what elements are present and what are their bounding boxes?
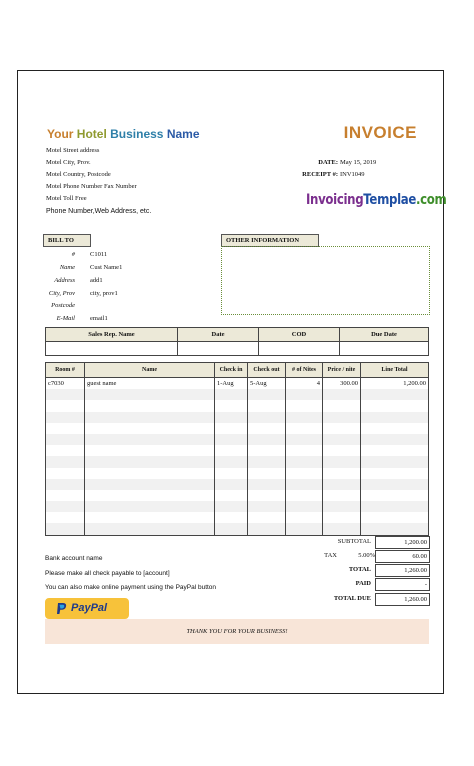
other-info-header: OTHER INFORMATION [221, 234, 319, 247]
cell-checkout[interactable]: 5-Aug [248, 378, 286, 390]
cell-checkout[interactable] [248, 468, 286, 479]
cell-total[interactable] [361, 456, 429, 467]
sales-rep-cell[interactable] [46, 342, 178, 356]
table-row [46, 423, 429, 434]
paid-value: - [375, 578, 430, 591]
cell-checkout[interactable] [248, 512, 286, 523]
cell-room[interactable] [46, 479, 85, 490]
table-row [46, 456, 429, 467]
cell-checkout[interactable] [248, 445, 286, 456]
total-value: 1,260.00 [375, 564, 430, 577]
cell-total[interactable] [361, 490, 429, 501]
cell-name[interactable] [85, 523, 215, 535]
date-header: Date [178, 328, 259, 342]
cell-total[interactable] [361, 523, 429, 535]
paid-label: PAID [355, 580, 371, 587]
cell-checkout[interactable] [248, 523, 286, 535]
cell-room[interactable] [46, 389, 85, 400]
cell-total[interactable]: 1,200.00 [361, 378, 429, 390]
cell-nites[interactable] [286, 512, 323, 523]
cell-checkout[interactable] [248, 400, 286, 411]
tax-label: TAX [324, 552, 337, 559]
cell-name[interactable] [85, 389, 215, 400]
date-value: May 15, 2019 [340, 159, 377, 166]
cell-checkout[interactable] [248, 423, 286, 434]
bill-to-label: Name [59, 264, 75, 271]
cell-room[interactable] [46, 512, 85, 523]
table-row [46, 523, 429, 535]
total-due-label: TOTAL DUE [333, 595, 371, 602]
cell-nites[interactable] [286, 389, 323, 400]
cell-name[interactable] [85, 445, 215, 456]
cell-total[interactable] [361, 389, 429, 400]
total-label: TOTAL [348, 566, 371, 573]
cell-total[interactable] [361, 501, 429, 512]
address-line: Motel City, Prov. [46, 159, 91, 166]
bill-to-label: Address [54, 277, 75, 284]
cell-room[interactable] [46, 456, 85, 467]
company-name-word: Your [47, 127, 77, 141]
cell-room[interactable] [46, 468, 85, 479]
cell-name[interactable] [85, 512, 215, 523]
cell-checkin[interactable] [215, 523, 248, 535]
table-row [46, 400, 429, 411]
note-bank: Bank account name [45, 555, 103, 562]
bill-to-value: C1011 [90, 251, 108, 258]
cell-checkin[interactable] [215, 501, 248, 512]
cod-cell[interactable] [259, 342, 340, 356]
cell-nites[interactable]: 4 [286, 378, 323, 390]
cell-nites[interactable] [286, 400, 323, 411]
cell-price[interactable]: 300.00 [323, 378, 361, 390]
address-line: Motel Country, Postcode [46, 171, 111, 178]
tax-value: 60.00 [375, 550, 430, 563]
table-row [46, 412, 429, 423]
cell-price[interactable] [323, 512, 361, 523]
cell-total[interactable] [361, 468, 429, 479]
cell-name[interactable] [85, 456, 215, 467]
cell-name[interactable]: guest name [85, 378, 215, 390]
subtotal-value: 1,200.00 [375, 536, 430, 549]
col-room: Room # [46, 363, 85, 378]
company-name-word: Business [110, 127, 167, 141]
col-nites: # of Nites [286, 363, 323, 378]
items-table [45, 362, 429, 536]
cell-nites[interactable] [286, 456, 323, 467]
table-row [46, 445, 429, 456]
cell-price[interactable] [323, 490, 361, 501]
cell-nites[interactable] [286, 490, 323, 501]
cell-nites[interactable] [286, 523, 323, 535]
col-total: Line Total [361, 363, 429, 378]
cell-checkin[interactable] [215, 412, 248, 423]
cell-checkin[interactable] [215, 468, 248, 479]
cell-nites[interactable] [286, 501, 323, 512]
cell-room[interactable] [46, 501, 85, 512]
cell-checkin[interactable] [215, 512, 248, 523]
items-body [46, 378, 429, 536]
cell-price[interactable] [323, 456, 361, 467]
bill-to-value: email1 [90, 315, 108, 322]
cell-checkin[interactable] [215, 490, 248, 501]
cell-price[interactable] [323, 400, 361, 411]
thank-you-text: THANK YOU FOR YOUR BUSINESS! [186, 628, 288, 635]
cell-checkin[interactable]: 1-Aug [215, 378, 248, 390]
cell-checkout[interactable] [248, 412, 286, 423]
cell-checkin[interactable] [215, 423, 248, 434]
paypal-button[interactable] [45, 598, 129, 619]
cell-room[interactable] [46, 490, 85, 501]
cell-checkin[interactable] [215, 400, 248, 411]
cell-total[interactable] [361, 412, 429, 423]
cell-name[interactable] [85, 468, 215, 479]
cell-total[interactable] [361, 479, 429, 490]
brand-segment: Templae [363, 192, 417, 208]
cell-price[interactable] [323, 523, 361, 535]
cell-price[interactable] [323, 423, 361, 434]
cell-checkout[interactable] [248, 434, 286, 445]
due-date-cell[interactable] [340, 342, 429, 356]
brand-segment: .com [416, 192, 447, 208]
cell-price[interactable] [323, 434, 361, 445]
bill-to-label: # [71, 251, 75, 258]
cell-price[interactable] [323, 445, 361, 456]
cell-total[interactable] [361, 445, 429, 456]
cell-checkout[interactable] [248, 479, 286, 490]
cell-checkin[interactable] [215, 456, 248, 467]
company-name-word: Name [166, 127, 200, 141]
cell-room[interactable] [46, 445, 85, 456]
cell-checkout[interactable] [248, 501, 286, 512]
col-price: Price / nite [323, 363, 361, 378]
table-row [46, 378, 429, 390]
bill-to-header: BILL TO [43, 234, 91, 247]
cell-room[interactable] [46, 423, 85, 434]
cell-checkin[interactable] [215, 445, 248, 456]
col-checkin: Check in [215, 363, 248, 378]
address-line: Motel Street address [46, 147, 100, 154]
cod-header: COD [259, 328, 340, 342]
cell-nites[interactable] [286, 445, 323, 456]
address-line: Phone Number,Web Address, etc. [46, 208, 152, 215]
receipt-label: RECEIPT #: [302, 171, 338, 178]
cell-nites[interactable] [286, 423, 323, 434]
cell-room[interactable] [46, 400, 85, 411]
cell-total[interactable] [361, 512, 429, 523]
col-checkout: Check out [248, 363, 286, 378]
cell-room[interactable] [46, 412, 85, 423]
table-row [46, 468, 429, 479]
invoice-title: INVOICE [343, 123, 417, 142]
cell-total[interactable] [361, 423, 429, 434]
cell-name[interactable] [85, 423, 215, 434]
cell-nites[interactable] [286, 412, 323, 423]
cell-name[interactable] [85, 490, 215, 501]
cell-price[interactable] [323, 479, 361, 490]
bill-to-label: E-Mail [56, 315, 75, 322]
address-line: Motel Phone Number Fax Number [46, 183, 137, 190]
table-row [46, 389, 429, 400]
company-name-word: Hotel [76, 127, 111, 141]
cell-name[interactable] [85, 434, 215, 445]
cell-checkin[interactable] [215, 434, 248, 445]
brand-logo [306, 192, 446, 208]
date-label: DATE: [318, 159, 338, 166]
cell-checkin[interactable] [215, 479, 248, 490]
bill-to-value: Cust Name1 [90, 264, 123, 271]
receipt-value: INV1049 [340, 171, 365, 178]
cell-room[interactable]: c7030 [46, 378, 85, 390]
table-row [46, 490, 429, 501]
sales-rep-header: Sales Rep. Name [46, 328, 178, 342]
total-due-value: 1,260.00 [375, 593, 430, 606]
brand-segment: Invoicing [306, 192, 364, 208]
cell-total[interactable] [361, 400, 429, 411]
table-row [46, 434, 429, 445]
table-row [46, 479, 429, 490]
bill-to-value: city, prov1 [90, 290, 118, 297]
note-check: Please make all check payable to [account] [45, 570, 170, 577]
due-date-header: Due Date [340, 328, 429, 342]
cell-price[interactable] [323, 468, 361, 479]
invoice-sheet [17, 70, 447, 694]
cell-name[interactable] [85, 400, 215, 411]
cell-total[interactable] [361, 434, 429, 445]
table-row [46, 501, 429, 512]
paypal-icon [56, 602, 67, 615]
cell-room[interactable] [46, 434, 85, 445]
cell-name[interactable] [85, 479, 215, 490]
company-name [47, 127, 200, 141]
table-row [46, 512, 429, 523]
tax-rate: 5.00% [358, 552, 375, 559]
thank-you-banner [45, 619, 429, 644]
sales-table [45, 327, 429, 356]
bill-to-label: City, Prov [48, 290, 75, 297]
subtotal-label: SUBTOTAL [337, 538, 371, 545]
cell-price[interactable] [323, 501, 361, 512]
cell-nites[interactable] [286, 468, 323, 479]
cell-name[interactable] [85, 501, 215, 512]
cell-name[interactable] [85, 412, 215, 423]
cell-price[interactable] [323, 412, 361, 423]
cell-checkout[interactable] [248, 389, 286, 400]
cell-checkin[interactable] [215, 389, 248, 400]
cell-price[interactable] [323, 389, 361, 400]
col-name: Name [85, 363, 215, 378]
address-line: Motel Toll Free [46, 195, 87, 202]
bill-to-label: Postcode [51, 302, 75, 309]
note-paypal: You can also make online payment using the PayPal button [45, 584, 217, 591]
cell-nites[interactable] [286, 479, 323, 490]
cell-checkout[interactable] [248, 456, 286, 467]
bill-to-value: add1 [90, 277, 103, 284]
other-info-box[interactable] [221, 246, 430, 315]
cell-room[interactable] [46, 523, 85, 535]
paypal-label: PayPal [71, 602, 108, 614]
cell-checkout[interactable] [248, 490, 286, 501]
date-cell[interactable] [178, 342, 259, 356]
cell-nites[interactable] [286, 434, 323, 445]
